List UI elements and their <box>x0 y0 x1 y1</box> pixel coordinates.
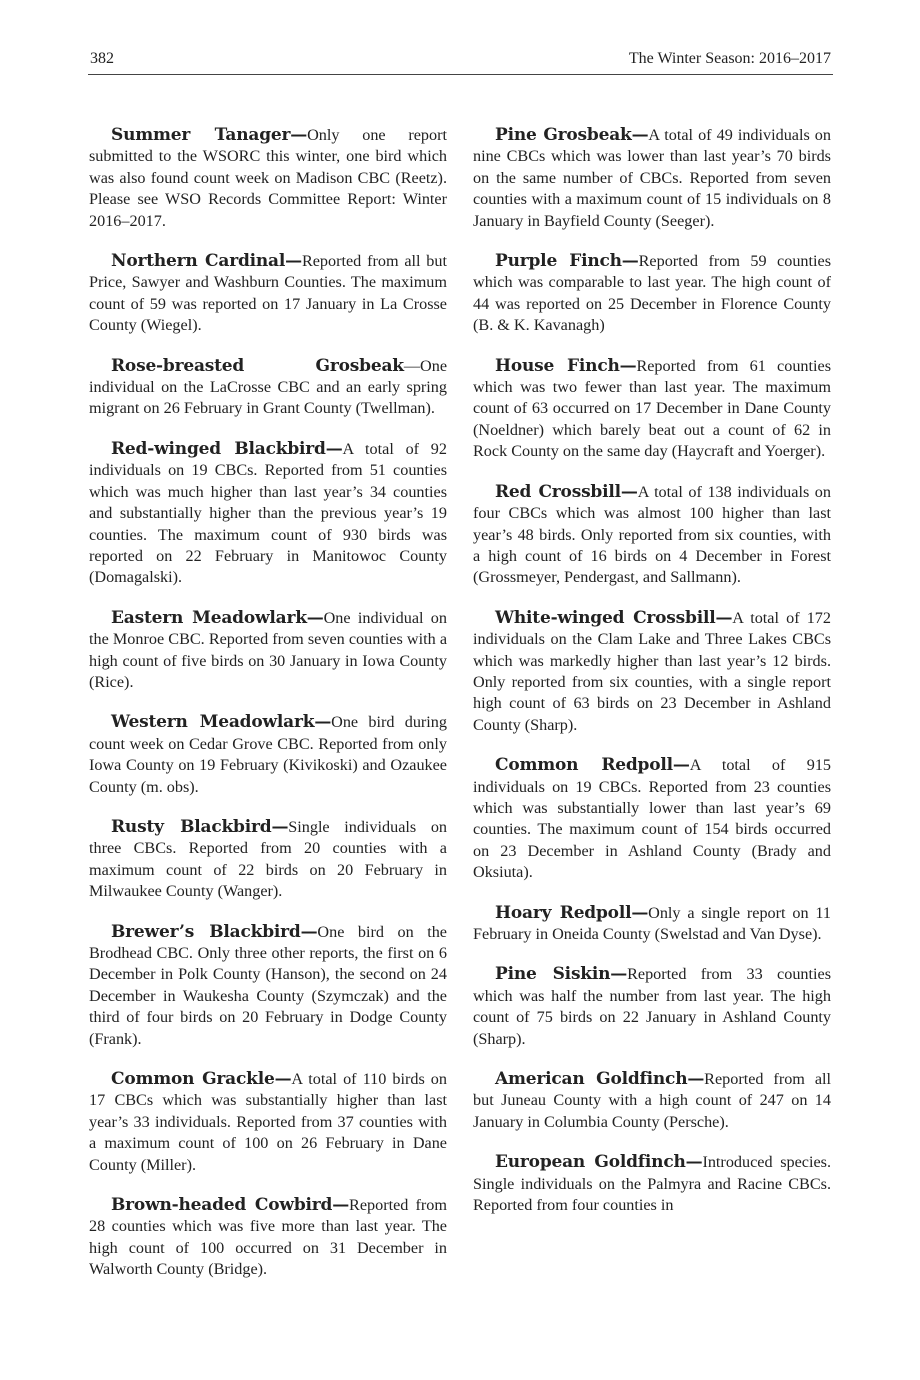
page-header <box>88 48 833 75</box>
species-text: One individual on the Monroe CBC. Reported from seven counties with a high count of five birds on 30 January in Iowa County (Rice). <box>89 608 447 691</box>
species-entry <box>89 356 447 420</box>
species-entry <box>89 608 447 694</box>
species-entry <box>89 817 447 903</box>
species-entry <box>89 439 447 589</box>
species-name: Red Crossbill— <box>495 481 638 502</box>
species-name: Summer Tanager— <box>111 125 308 145</box>
species-text: Reported from 59 counties which was comparable to last year. The high count of 44 was reported on 25 December in Florence County (B. & K. Kavanagh) <box>473 252 832 335</box>
species-name: Rusty Blackbird— <box>111 816 289 837</box>
left-column <box>89 125 447 1300</box>
species-name: Red-winged Blackbird— <box>111 438 343 459</box>
species-name: Rose-breasted Grosbeak <box>111 355 404 376</box>
species-text: One bird on the Brodhead CBC. Only three other reports, the first on 6 December in Polk County (Hanson), the second on 24 December in Waukesha County (Szymczak) and the third of four birds on 20 February in Dodge County (Frank). <box>89 922 447 1048</box>
species-name: House Finch— <box>495 355 637 376</box>
species-text: Only a single report on 11 February in Oneida County (Swelstad and Van Dyse). <box>473 903 831 943</box>
species-name: Purple Finch— <box>495 251 639 272</box>
species-text: Reported from all but Price, Sawyer and Washburn Counties. The maximum count of 59 was reported on 17 January in La Crosse County (Wiegel). <box>89 252 447 335</box>
species-name: Common Redpoll— <box>495 755 690 776</box>
species-name: American Goldfinch— <box>495 1069 705 1090</box>
species-name: Common Grackle— <box>111 1069 292 1090</box>
species-entry <box>473 755 831 883</box>
species-name: Hoary Redpoll— <box>495 902 649 923</box>
species-name: European Goldfinch— <box>495 1152 703 1173</box>
species-entry <box>473 356 831 463</box>
species-text: Only one report submitted to the WSORC this winter, one bird which was also found count week on Madison CBC (Reetz). Please see WSO Records Committee Report: Winter 2016–2017. <box>89 126 447 230</box>
species-entry <box>473 1152 831 1216</box>
species-name: Brown-headed Cowbird— <box>111 1195 350 1216</box>
species-text: A total of 172 individuals on the Clam Lake and Three Lakes CBCs which was markedly higher than last year’s 12 birds. Only reported from six counties, with a single report high count of 63 birds on 23 December in Ashland County (Sharp). <box>473 608 831 734</box>
species-entry <box>473 125 831 232</box>
species-entry <box>89 712 447 798</box>
species-name: Pine Siskin— <box>495 964 628 985</box>
species-text: Reported from 61 counties which was two fewer than last year. The maximum count of 63 occurred on 17 December in Dane County (Noeldner) which barely beat out a count of 62 in Rock County on the same day (Haycraft and Yoerger). <box>473 356 832 461</box>
species-text: A total of 92 individuals on 19 CBCs. Reported from 51 counties which was much higher than last year’s 34 counties and substantially higher than the previous year’s 19 counties. The maximum count of 930 birds was reported on 22 February in Manitowoc County (Domagalski). <box>89 439 447 587</box>
species-name: Western Meadowlark— <box>111 712 332 733</box>
species-entry <box>473 608 831 736</box>
species-text: A total of 110 birds on 17 CBCs which was substantially higher than last year’s 33 individuals. Reported from 37 counties with a maximum count of 100 on 26 February in Dane County (Miller). <box>89 1070 447 1174</box>
species-text: A total of 49 individuals on nine CBCs which was lower than last year’s 70 birds on the same number of CBCs. Reported from seven counties with a maximum count of 15 individuals on 8 January in Bayfield County (Seeger). <box>473 126 831 230</box>
species-entry <box>89 125 447 232</box>
species-name: Brewer’s Blackbird— <box>111 921 318 942</box>
species-entry <box>89 251 447 337</box>
species-text: A total of 138 individuals on four CBCs which was almost 100 higher than last year’s 48 birds. Only reported from six counties, with a high count of 16 birds on 4 December in Forest (Grossmeyer, Pendergast, and Sallmann). <box>473 482 831 587</box>
species-entry <box>89 1069 447 1176</box>
species-text: Reported from all but Juneau County with a high count of 247 on 14 January in Columbia County (Persche). <box>473 1070 831 1131</box>
species-text: Reported from 28 counties which was five more than last year. The high count of 100 occurred on 31 December in Walworth County (Bridge). <box>89 1196 447 1279</box>
species-text: —One individual on the LaCrosse CBC and an early spring migrant on 26 February in Grant County (Twellman). <box>89 356 447 418</box>
species-text: Single individuals on three CBCs. Reported from 20 counties with a maximum count of 22 birds on 20 February in Milwaukee County (Wanger). <box>89 817 447 901</box>
species-name: Northern Cardinal— <box>111 251 302 272</box>
species-entry <box>473 964 831 1050</box>
species-text: Reported from 33 counties which was half the number from last year. The high count of 75 birds on 22 January in Ashland County (Sharp). <box>473 965 831 1048</box>
species-text: Introduced species. Single individuals on the Palmyra and Racine CBCs. Reported from four counties in <box>473 1153 831 1215</box>
species-name: Pine Grosbeak— <box>495 125 649 145</box>
species-entry <box>473 482 831 589</box>
species-text: A total of 915 individuals on 19 CBCs. Reported from 23 counties which was substantially lower than last year’s 69 counties. The maximum count of 154 birds occurred on 23 December in Ashland County (Brady and Oksiuta). <box>473 756 832 882</box>
species-text: One bird during count week on Cedar Grove CBC. Reported from only Iowa County on 19 February (Kivikoski) and Ozaukee County (m. obs). <box>89 713 447 796</box>
species-name: White-winged Crossbill— <box>495 607 733 628</box>
species-entry <box>473 1069 831 1133</box>
species-entry <box>89 1195 447 1281</box>
species-entry <box>473 903 831 946</box>
running-head: The Winter Season: 2016–2017 <box>628 50 831 67</box>
species-entry <box>89 922 447 1050</box>
species-entry <box>473 251 831 337</box>
right-column <box>473 125 831 1235</box>
page-number: 382 <box>90 50 114 67</box>
species-name: Eastern Meadowlark— <box>111 607 324 628</box>
